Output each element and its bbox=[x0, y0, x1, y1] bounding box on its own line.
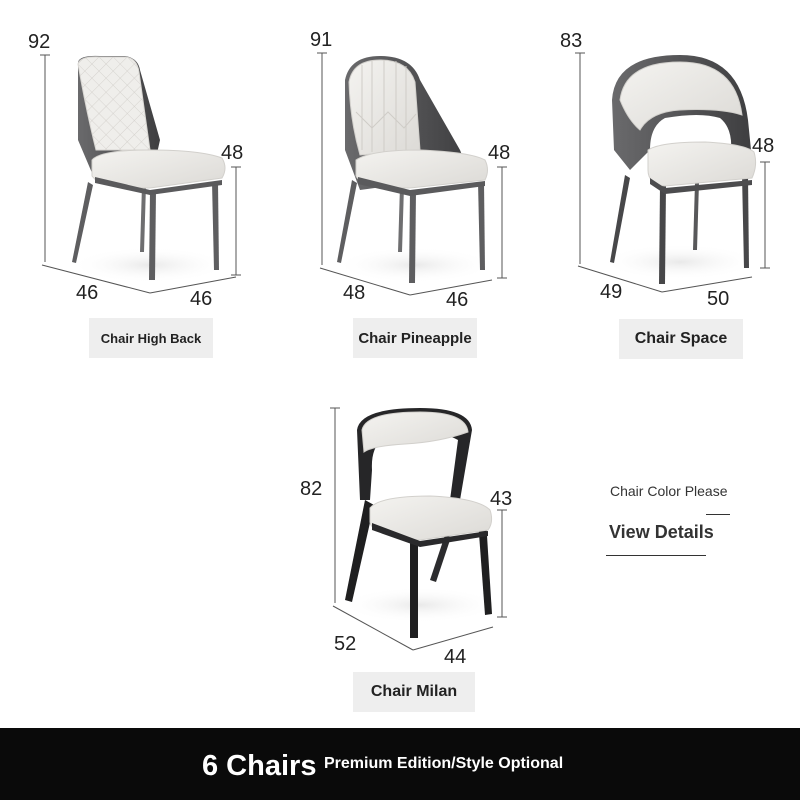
footer-banner bbox=[0, 728, 800, 800]
view-details-link[interactable]: View Details bbox=[609, 522, 714, 542]
chair-4-width: 44 bbox=[444, 646, 467, 668]
chair-milan-label[interactable]: Chair Milan bbox=[353, 672, 475, 712]
chair-high-back-drawing bbox=[40, 55, 244, 293]
chair-3-height: 83 bbox=[560, 30, 583, 52]
chair-milan-drawing bbox=[330, 408, 507, 650]
chair-space-drawing bbox=[575, 53, 770, 292]
chair-3-depth: 49 bbox=[600, 281, 623, 303]
chair-high-back-label[interactable]: Chair High Back bbox=[89, 318, 213, 358]
chair-1-width: 46 bbox=[190, 288, 213, 310]
chair-3-seat-height: 48 bbox=[752, 135, 775, 157]
view-details-top-rule bbox=[706, 514, 730, 515]
chair-2-depth: 48 bbox=[343, 282, 366, 304]
chair-1-depth: 46 bbox=[76, 282, 99, 304]
color-note: Chair Color Please bbox=[610, 483, 728, 499]
chair-1-height: 92 bbox=[28, 31, 51, 53]
chair-3-width: 50 bbox=[707, 288, 730, 310]
view-details-underline bbox=[606, 555, 706, 556]
chair-2-width: 46 bbox=[446, 289, 469, 311]
chair-pineapple-drawing bbox=[317, 53, 507, 295]
footer-title: 6 Chairs bbox=[202, 750, 317, 782]
chair-space-label[interactable]: Chair Space bbox=[619, 319, 743, 359]
chair-2-height: 91 bbox=[310, 29, 333, 51]
chair-pineapple-label[interactable]: Chair Pineapple bbox=[353, 318, 477, 358]
footer-subtitle: Premium Edition/Style Optional bbox=[324, 755, 564, 772]
chair-4-depth: 52 bbox=[334, 633, 357, 655]
chair-4-height: 82 bbox=[300, 478, 323, 500]
chair-4-seat-height: 43 bbox=[490, 488, 513, 510]
chair-1-seat-height: 48 bbox=[221, 142, 244, 164]
chair-2-seat-height: 48 bbox=[488, 142, 511, 164]
